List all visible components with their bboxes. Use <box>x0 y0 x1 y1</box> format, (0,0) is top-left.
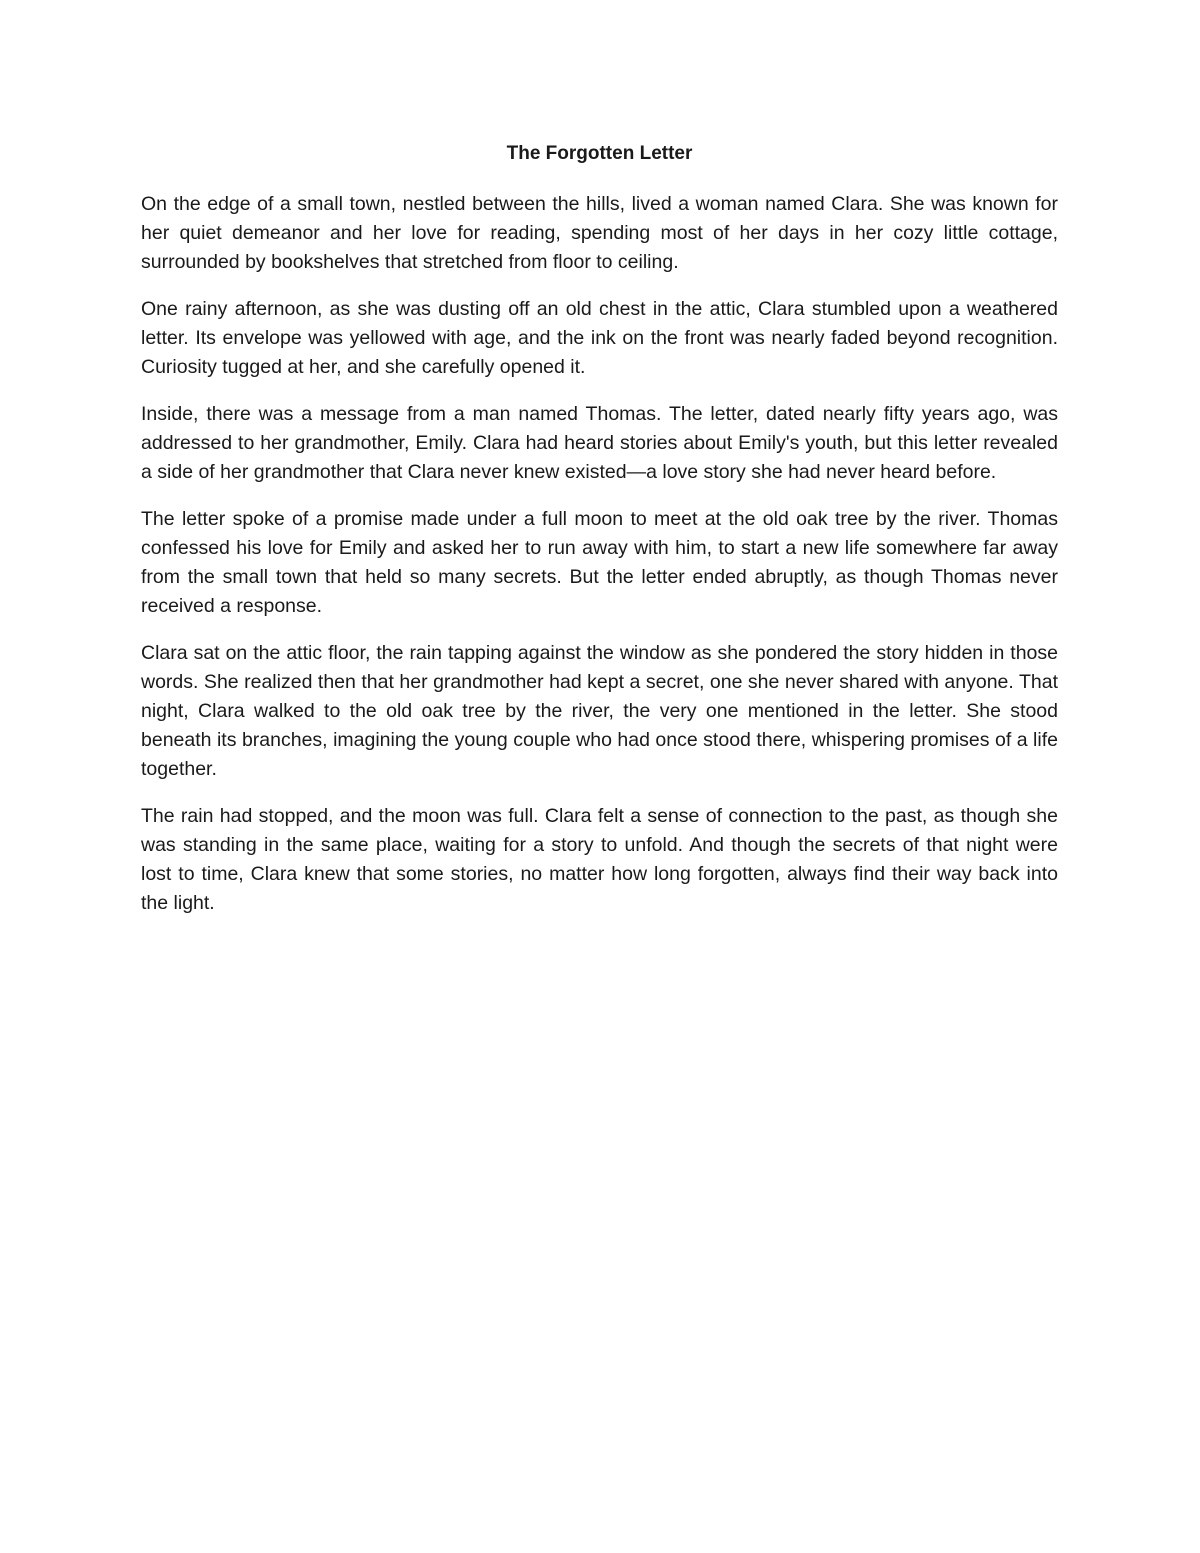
document-body <box>141 140 1058 936</box>
paragraph: One rainy afternoon, as she was dusting off an old chest in the attic, Clara stumbled upon a weathered letter. Its envelope was yellowed with age, and the ink on the front was nearly faded beyond recognition. Curiosity tugged at her, and she carefully opened it. <box>141 298 1058 378</box>
paragraph: Inside, there was a message from a man named Thomas. The letter, dated nearly fifty years ago, was addressed to her grandmother, Emily. Clara had heard stories about Emily's youth, but this letter revealed a side of her grandmother that Clara never knew existed—a love story she had never heard before. <box>141 403 1058 483</box>
paragraph: The rain had stopped, and the moon was full. Clara felt a sense of connection to the past, as though she was standing in the same place, waiting for a story to unfold. And though the secrets of that night were lost to time, Clara knew that some stories, no matter how long forgotten, always find their way back into the light. <box>141 805 1058 914</box>
paragraph: On the edge of a small town, nestled between the hills, lived a woman named Clara. She was known for her quiet demeanor and her love for reading, spending most of her days in her cozy little cottage, surrounded by bookshelves that stretched from floor to ceiling. <box>141 193 1058 273</box>
paragraph: Clara sat on the attic floor, the rain tapping against the window as she pondered the story hidden in those words. She realized then that her grandmother had kept a secret, one she never shared with anyone. That night, Clara walked to the old oak tree by the river, the very one mentioned in the letter. She stood beneath its branches, imagining the young couple who had once stood there, whispering promises of a life together. <box>141 642 1058 780</box>
document-title: The Forgotten Letter <box>506 143 693 164</box>
paragraph: The letter spoke of a promise made under a full moon to meet at the old oak tree by the river. Thomas confessed his love for Emily and asked her to run away with him, to start a new life somewhere far away from the small town that held so many secrets. But the letter ended abruptly, as though Thomas never received a response. <box>141 508 1058 617</box>
